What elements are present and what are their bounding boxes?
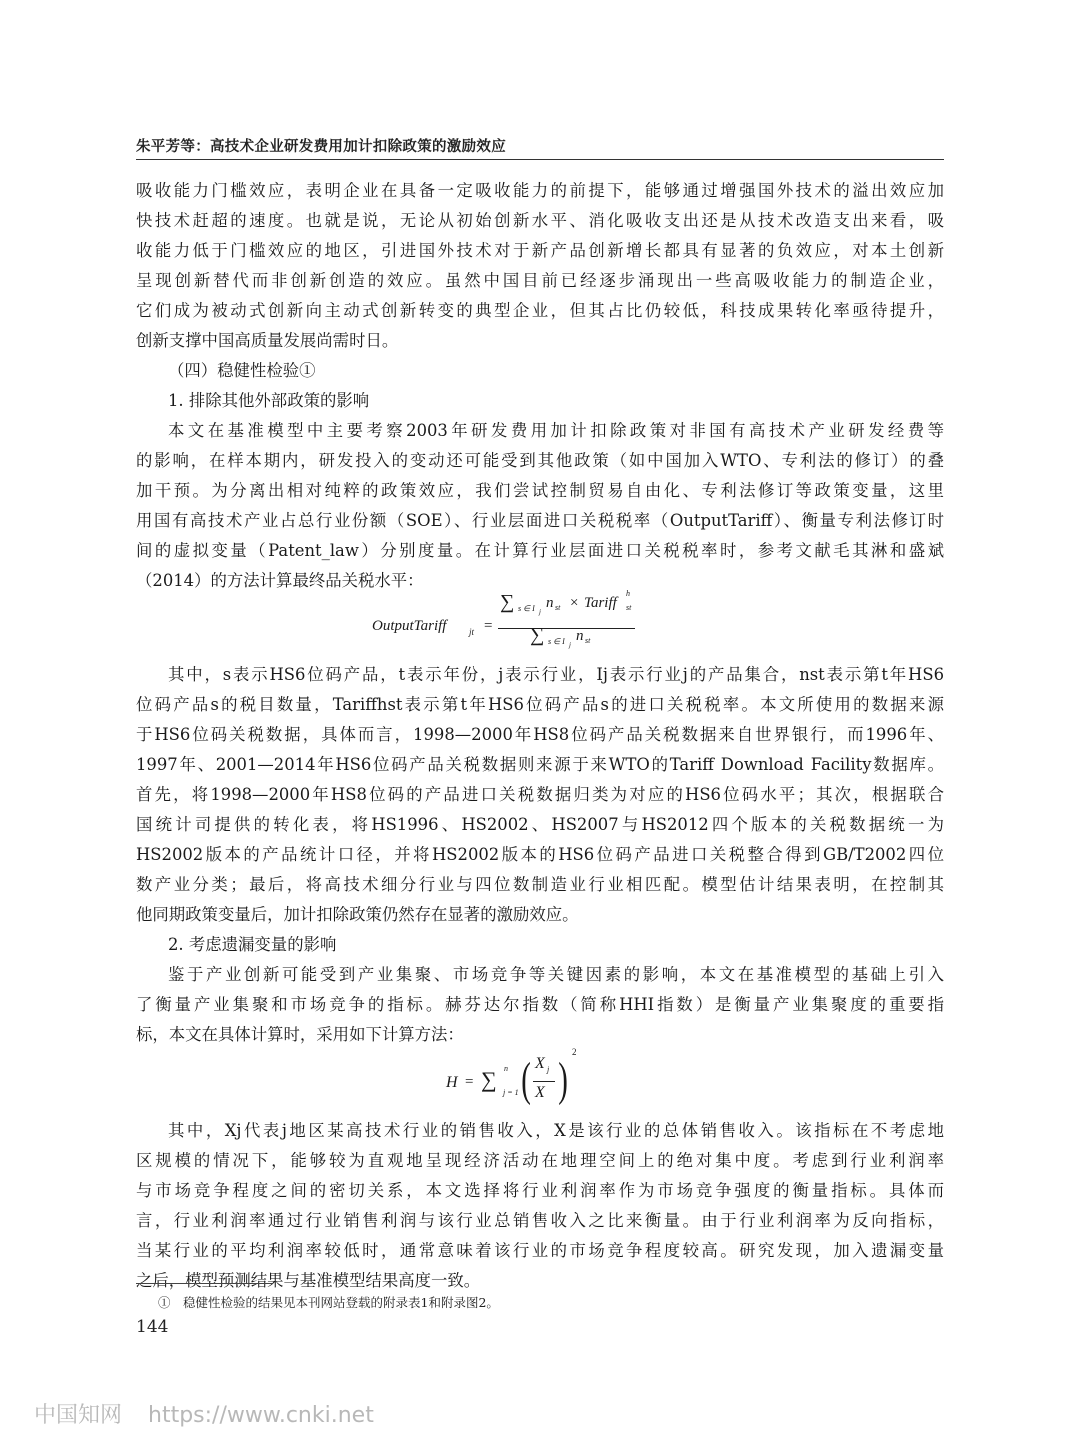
text-line: 于HS6位码关税数据，具体而言，1998—2000年HS8位码产品关税数据来自世界银行，而1996年、	[136, 725, 944, 744]
tariff-superscript: h	[626, 589, 630, 598]
text-line: 标，本文在具体计算时，采用如下计算方法：	[136, 1025, 464, 1044]
paragraph-omitted-variables	[136, 960, 944, 1050]
fraction-bar	[498, 628, 635, 629]
article-body	[136, 176, 944, 1296]
subsection-heading-external-policy: 1. 排除其他外部政策的影响	[168, 391, 370, 410]
watermark-url: https://www.cnki.net	[148, 1403, 374, 1428]
text-line: 其中，Xj代表j地区某高技术行业的销售收入，X是该行业的总体销售收入。该指标在不考虑地	[168, 1121, 944, 1140]
footnote-rule	[136, 1283, 272, 1284]
paragraph-external-policy	[136, 416, 944, 596]
text-line: 呈现创新替代而非创新创造的效应。虽然中国目前已经逐步涌现出一些高吸收能力的制造企业，	[136, 271, 944, 290]
paragraph-absorptive-capacity	[136, 176, 944, 356]
text-line: 其中，s表示HS6位码产品，t表示年份，j表示行业，Ij表示行业j的产品集合，nst表示第t年HS6	[168, 665, 944, 684]
text-line: 加干预。为分离出相对纯粹的政策效应，我们尝试控制贸易自由化、专利法修订等政策变量，这里	[136, 481, 944, 500]
tariff-variable: Tariff	[584, 595, 617, 611]
running-title: 朱平芳等：高技术企业研发费用加计扣除政策的激励效应	[136, 139, 506, 155]
text-line: 快技术赶超的速度。也就是说，无论从初始创新水平、消化吸收支出还是从技术改造支出来看，吸	[136, 211, 944, 230]
numerator-variable: X	[535, 1055, 545, 1072]
cnki-watermark	[34, 1398, 374, 1429]
text-line: 区规模的情况下，能够较为直观地呈现经济活动在地理空间上的绝对集中度。考虑到行业利润率	[136, 1151, 944, 1170]
summation-sign: ∑	[500, 591, 515, 613]
text-line: 言，行业利润率通过行业销售利润与该行业总销售收入之比来衡量。由于行业利润率为反向指标，	[136, 1211, 944, 1230]
left-parenthesis: (	[521, 1053, 531, 1106]
summation-sign: ∑	[481, 1067, 497, 1092]
summation-subscript-index: j	[539, 608, 541, 616]
equation-lhs: H	[446, 1074, 458, 1091]
text-line: 本文在基准模型中主要考察2003年研发费用加计扣除政策对非国有高技术产业研发经费等	[168, 421, 944, 440]
text-line: 与市场竞争程度之间的密切关系，本文选择将行业利润率作为市场竞争强度的衡量指标。具体而	[136, 1181, 944, 1200]
exponent: 2	[572, 1047, 577, 1057]
text-line: 之后，模型预测结果与基准模型结果高度一致。	[136, 1271, 481, 1290]
tariff-subscript: st	[626, 603, 632, 612]
fraction-bar	[533, 1081, 555, 1082]
header-rule	[136, 159, 944, 160]
denominator-variable: X	[535, 1084, 545, 1101]
paragraph-tariff-data	[136, 660, 944, 930]
equals-sign: =	[465, 1074, 474, 1090]
footnote: ① 稳健性检验的结果见本刊网站登载的附录表1和附录图2。	[158, 1295, 499, 1310]
section-heading-robustness: （四）稳健性检验①	[168, 361, 316, 380]
equation-lhs: OutputTariff	[372, 618, 447, 634]
summation-subscript: j = 1	[503, 1088, 519, 1097]
text-line: 当某行业的平均利润率较低时，通常意味着该行业的市场竞争程度较高。研究发现，加入遗漏变量	[136, 1241, 944, 1260]
text-line: 国统计司提供的转化表，将HS1996、HS2002、HS2007与HS2012四个版本的关税数据统一为	[136, 815, 944, 834]
count-variable: n	[576, 628, 584, 644]
subsection-heading-omitted-variables: 2. 考虑遗漏变量的影响	[168, 935, 337, 954]
text-line: 的影响，在样本期内，研发投入的变动还可能受到其他政策（如中国加入WTO、专利法的修订）的叠	[136, 451, 944, 470]
count-variable: n	[546, 595, 554, 611]
text-line: 吸收能力门槛效应，表明企业在具备一定吸收能力的前提下，能够通过增强国外技术的溢出效应加	[136, 181, 944, 200]
text-line: （2014）的方法计算最终品关税水平：	[136, 571, 424, 590]
text-line: 首先，将1998—2000年HS8位码的产品进口关税数据归类为对应的HS6位码水平；其次，根据联合	[136, 785, 944, 804]
text-line: 他同期政策变量后，加计扣除政策仍然存在显著的激励效应。	[136, 905, 579, 924]
summation-sign: ∑	[530, 624, 545, 646]
text-line: 收能力低于门槛效应的地区，引进国外技术对于新产品创新增长都具有显著的负效应，对本土创新	[136, 241, 944, 260]
numerator-subscript: j	[547, 1065, 550, 1074]
text-line: 1997年、2001—2014年HS6位码产品关税数据则来源于来WTO的Tariff Download Facility数据库。	[136, 755, 944, 774]
text-line: 了衡量产业集聚和市场竞争的指标。赫芬达尔指数（简称HHI指数）是衡量产业集聚度的重要指	[136, 995, 944, 1014]
count-variable-subscript: st	[585, 636, 591, 645]
watermark-brand: 中国知网	[34, 1403, 123, 1428]
text-line: 它们成为被动式创新向主动式创新转变的典型企业，但其占比仍较低，科技成果转化率亟待提升，	[136, 301, 944, 320]
right-parenthesis: )	[558, 1053, 568, 1106]
summation-subscript: s ∈ I	[548, 637, 565, 646]
paragraph-hhi-interpretation	[136, 1116, 944, 1296]
equals-sign: =	[484, 618, 493, 634]
count-variable-subscript: st	[555, 603, 561, 612]
summation-subscript: s ∈ I	[518, 604, 535, 613]
equation-lhs-subscript: jt	[469, 627, 475, 637]
text-line: 创新支撑中国高质量发展尚需时日。	[136, 331, 399, 350]
text-line: 用国有高技术产业占总行业份额（SOE）、行业层面进口关税税率（OutputTariff）、衡量专利法修订时	[136, 511, 944, 530]
text-line: 间的虚拟变量（Patent_law）分别度量。在计算行业层面进口关税税率时，参考文献毛其淋和盛斌	[136, 541, 944, 560]
equation-hhi	[136, 1047, 944, 1116]
summation-superscript: n	[504, 1064, 508, 1073]
text-line: 位码产品s的税目数量，Tariffhst表示第t年HS6位码产品s的进口关税税率。本文所使用的数据来源	[136, 695, 944, 714]
text-line: 数产业分类；最后，将高技术细分行业与四位数制造业行业相匹配。模型估计结果表明，在控制其	[136, 875, 944, 894]
page-number: 144	[136, 1317, 169, 1337]
text-line: 鉴于产业创新可能受到产业集聚、市场竞争等关键因素的影响，本文在基准模型的基础上引入	[168, 965, 944, 984]
text-line: HS2002版本的产品统计口径，并将HS2002版本的HS6位码产品进口关税整合得到GB/T2002四位	[136, 845, 944, 864]
equation-output-tariff	[136, 589, 944, 660]
summation-subscript-index: j	[569, 641, 571, 649]
times-sign: ×	[570, 595, 579, 611]
